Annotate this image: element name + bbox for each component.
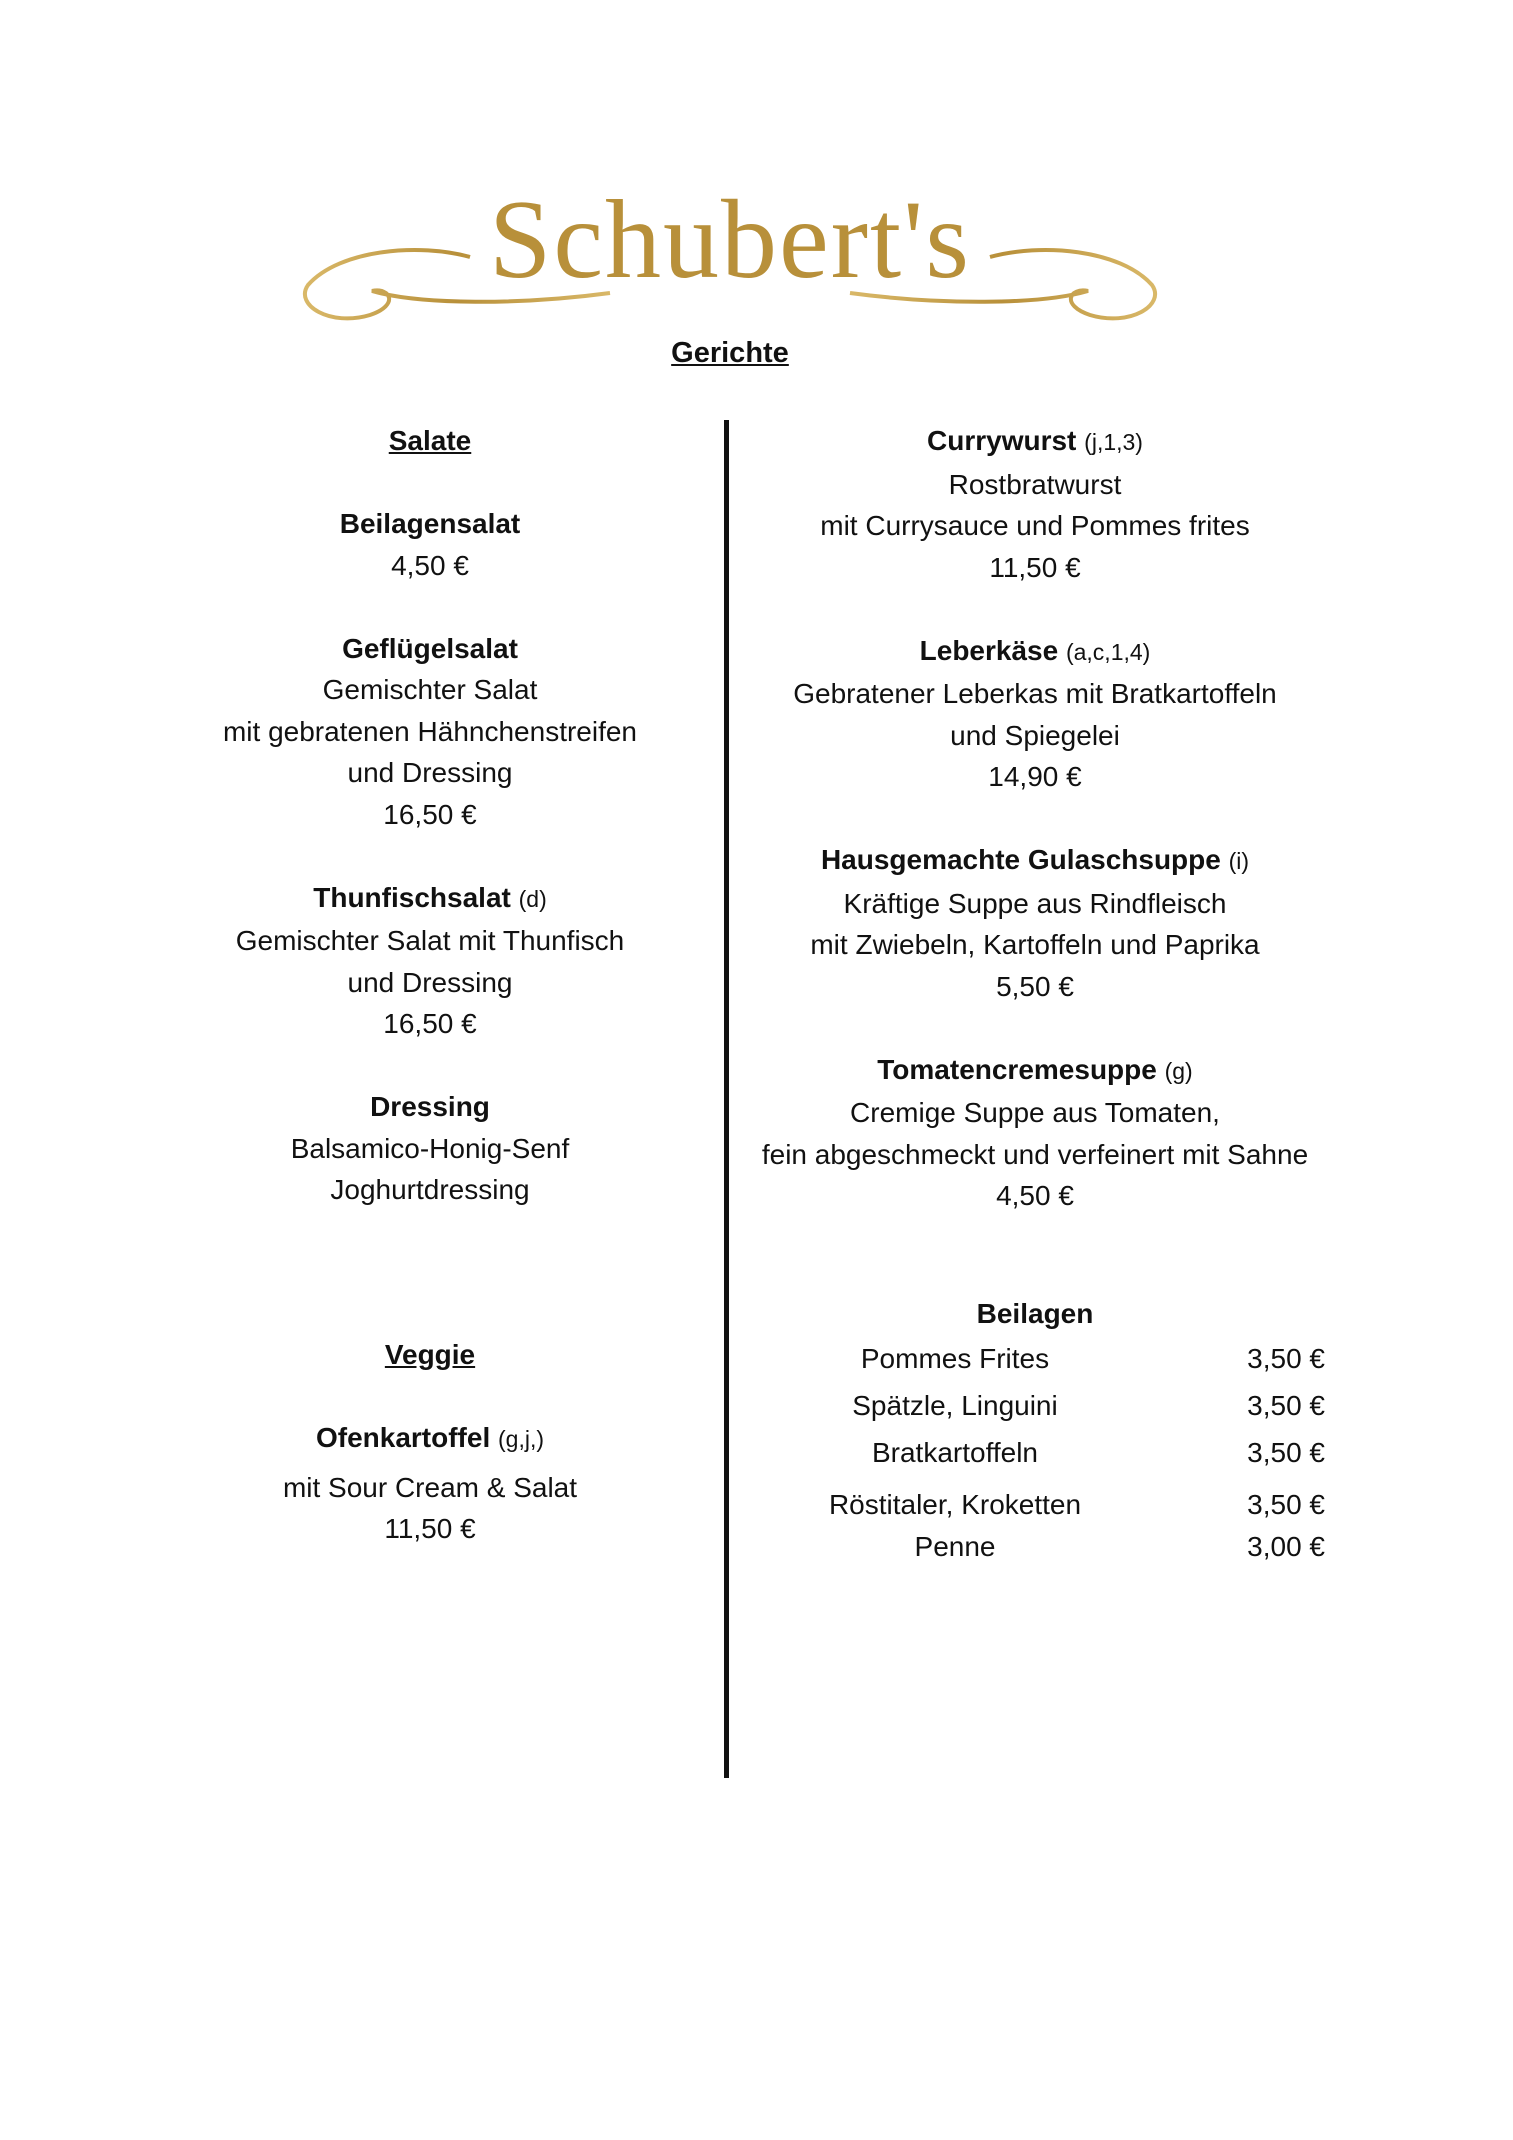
item-description-line: und Spiegelei — [950, 719, 1120, 751]
item-allergens: (j,1,3) — [1084, 429, 1143, 455]
item-description-line: Gebratener Leberkas mit Bratkartoffeln — [793, 678, 1277, 709]
side-item-bratkartoffeln — [730, 1432, 1350, 1473]
item-price: 11,50 € — [384, 1513, 476, 1544]
side-item-spaetzle-linguini — [730, 1385, 1350, 1426]
item-heading — [730, 630, 1340, 674]
item-price: 16,50 € — [383, 1008, 477, 1039]
gerichte-section — [730, 420, 1340, 1217]
item-allergens: (i) — [1228, 848, 1250, 874]
side-item-penne — [730, 1526, 1350, 1567]
item-allergens: (g,j,) — [498, 1426, 545, 1452]
item-name: Hausgemachte Gulaschsuppe — [820, 844, 1221, 875]
item-description-line: und Dressing — [347, 966, 513, 998]
side-name: Penne — [914, 1531, 996, 1562]
item-description-line: fein abgeschmeckt und verfeinert mit Sahne — [761, 1138, 1309, 1170]
item-name: Geflügelsalat — [342, 632, 518, 664]
item-price: 4,50 € — [391, 549, 469, 581]
side-item-pommes-frites — [730, 1338, 1350, 1379]
item-allergens: (d) — [518, 885, 547, 912]
item-allergens: (a,c,1,4) — [1065, 638, 1151, 665]
side-price: 3,00 € — [1247, 1531, 1325, 1562]
item-description-line: Rostbratwurst — [948, 468, 1122, 500]
salate-title: Salate — [388, 425, 472, 456]
veggie-title: Veggie — [384, 1339, 476, 1370]
side-price: 3,50 € — [1247, 1390, 1325, 1421]
item-description-line: mit Sour Cream & Salat — [282, 1471, 578, 1503]
item-heading — [730, 839, 1340, 883]
item-allergens: (g) — [1164, 1057, 1193, 1084]
logo-wordmark: Schubert's — [489, 178, 971, 302]
menu-item-gefluegelsalat — [130, 628, 730, 836]
item-price: 11,50 € — [989, 551, 1081, 583]
item-heading — [730, 420, 1340, 464]
item-name: Beilagensalat — [339, 508, 521, 539]
veggie-section — [130, 1334, 730, 1550]
item-name: Tomatencremesuppe — [877, 1053, 1157, 1085]
item-description-line: Gemischter Salat mit Thunfisch — [235, 925, 625, 956]
item-description-line: Gemischter Salat — [322, 674, 538, 705]
item-heading — [730, 1049, 1340, 1093]
side-name: Spätzle, Linguini — [852, 1390, 1058, 1421]
side-name: Bratkartoffeln — [871, 1437, 1039, 1468]
item-price: 4,50 € — [996, 1180, 1074, 1211]
menu-item-beilagensalat — [130, 503, 730, 586]
menu-item-thunfischsalat — [130, 877, 730, 1045]
item-description-line: Balsamico-Honig-Senf — [290, 1132, 570, 1164]
item-description-line: Cremige Suppe aus Tomaten, — [850, 1097, 1220, 1128]
menu-item-tomatencremesuppe — [730, 1049, 1340, 1217]
item-name: Thunfischsalat — [313, 881, 511, 913]
item-description-line: mit gebratenen Hähnchenstreifen — [222, 715, 638, 747]
item-description-line: und Dressing — [347, 757, 513, 788]
item-name: Currywurst — [927, 425, 1077, 456]
side-price: 3,50 € — [1247, 1489, 1325, 1520]
side-price: 3,50 € — [1247, 1343, 1325, 1374]
beilagen-title: Beilagen — [976, 1298, 1094, 1329]
item-heading — [130, 877, 730, 921]
side-name: Pommes Frites — [860, 1343, 1050, 1374]
menu-item-ofenkartoffel — [130, 1417, 730, 1550]
salate-section — [130, 420, 730, 1211]
side-name: Röstitaler, Kroketten — [828, 1489, 1082, 1520]
item-price: 16,50 € — [383, 798, 477, 830]
item-price: 5,50 € — [996, 970, 1074, 1002]
item-name: Leberkäse — [919, 634, 1059, 666]
side-item-roestitaler-kroketten — [730, 1484, 1350, 1525]
item-description-line: Joghurtdressing — [330, 1174, 530, 1205]
page-title: Gerichte — [671, 337, 789, 369]
menu-item-currywurst — [730, 420, 1340, 588]
item-description-line: Kräftige Suppe aus Rindfleisch — [843, 887, 1227, 919]
item-price: 14,90 € — [988, 761, 1082, 792]
item-heading — [130, 1417, 730, 1461]
menu-item-leberkaese — [730, 630, 1340, 798]
item-name: Dressing — [370, 1091, 490, 1122]
menu-item-dressing — [130, 1086, 730, 1211]
menu-item-gulaschsuppe — [730, 839, 1340, 1007]
logo — [300, 175, 1160, 335]
item-description-line: mit Zwiebeln, Kartoffeln und Paprika — [810, 929, 1260, 960]
side-price: 3,50 € — [1247, 1437, 1325, 1468]
item-description-line: mit Currysauce und Pommes frites — [820, 510, 1250, 541]
item-name: Ofenkartoffel — [315, 1422, 491, 1453]
